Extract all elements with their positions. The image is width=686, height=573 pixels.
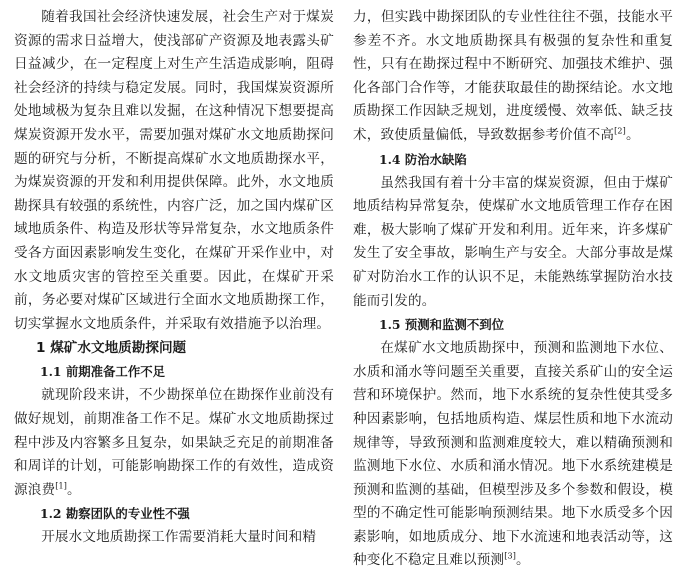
section-1-5-end: 。 bbox=[515, 552, 530, 569]
continued-end: 。 bbox=[625, 126, 640, 143]
continued-text: 力，但实践中勘探团队的专业性往往不强，技能水平参差不齐。水文地质勘探具有极强的复杂性和重复性，只有在勘探过程中不断研究、加强技术维护、强化各部门合作等，才能获取最佳的勘探结论。水文地质勘探工作因缺乏规划，进度缓慢、效率低、缺乏技术，致使质量偏低，导致数据参考价值不高 bbox=[353, 9, 673, 143]
section-1-1-text: 就现阶段来讲，不少勘探单位在勘探作业前没有做好规划，前期准备工作不足。煤矿水文地质勘探过程中涉及内容繁多且复杂，如果缺乏充足的前期准备和周详的计划，可能影响勘探工作的有效性，造成资源浪费 bbox=[14, 387, 334, 498]
section-1-2-paragraph: 开展水文地质勘探工作需要消耗大量时间和精 bbox=[41, 529, 317, 546]
section-1-1-heading: 1.1 前期准备工作不足 bbox=[40, 364, 165, 380]
intro-paragraph: 随着我国社会经济快速发展，社会生产对于煤炭资源的需求日益增大，使浅部矿产资源及地表露头矿日益减少，在一定程度上对生产生活造成影响，阻碍社会经济的持续与稳定发展。同时，我国煤炭资源所处地域极为复杂且难以发掘，在这种情况下想要提高煤炭资源开发水平，需要加强对煤矿水文地质勘探问题的研究与分析，不断提高煤矿水文地质勘探水平，为煤炭资源的开发和利用提供保障。此外，水文地质勘探具有较强的系统性，内容广泛，加之国内煤矿区域地质条件、构造及形状等异常复杂，水文地质条件受各方面因素影响发生变化，在煤矿开采作业中，对水文地质灾害的管控至关重要。因此，在煤矿开采前，务必要对煤矿区域进行全面水文地质勘探工作，切实掌握水文地质条件，并采取有效措施予以治理。 bbox=[14, 9, 334, 332]
right-column bbox=[353, 6, 673, 573]
section-1-5-heading: 1.5 预测和监测不到位 bbox=[379, 317, 504, 333]
citation-3: [3] bbox=[504, 551, 516, 561]
section-1-2-heading: 1.2 勘察团队的专业性不强 bbox=[40, 506, 190, 522]
citation-1: [1] bbox=[55, 481, 68, 491]
continued-paragraph bbox=[353, 6, 673, 148]
section-1-4-paragraph: 虽然我国有着十分丰富的煤炭资源，但由于煤矿地质结构异常复杂，使煤矿水文地质管理工作存在困难，极大影响了煤矿开发和利用。近年来，许多煤矿发生了安全事故，影响生产与安全。大部分事故是煤矿对防治水工作的认识不足，未能熟练掌握防治水技能而引发的。 bbox=[353, 174, 673, 309]
section-1-5-paragraph bbox=[353, 337, 673, 573]
section-1-1-paragraph bbox=[14, 384, 334, 502]
citation-2: [2] bbox=[614, 126, 626, 136]
section-1-5-text: 在煤矿水文地质勘探中，预测和监测地下水位、水质和涌水等问题至关重要，直接关系矿山的安全运营和环境保护。然而，地下水系统的复杂性使其受多种因素影响，包括地质构造、煤层性质和地下水流动规律等，导致预测和监测难度较大，难以精确预测和监测地下水位、水质和涌水情况。地下水系统建模是预测和监测的基础，但模型涉及多个参数和假设，模型的不确定性可能影响预测结果。地下水质受多个因素影响，如地质成分、地下水流速和地表活动等，这种变化不稳定且难以预测 bbox=[353, 340, 673, 569]
section-1-4-heading: 1.4 防治水缺陷 bbox=[379, 151, 467, 167]
section-1-heading: 1 煤矿水文地质勘探问题 bbox=[36, 340, 187, 357]
left-column bbox=[14, 6, 334, 550]
section-1-1-end: 。 bbox=[67, 481, 81, 498]
